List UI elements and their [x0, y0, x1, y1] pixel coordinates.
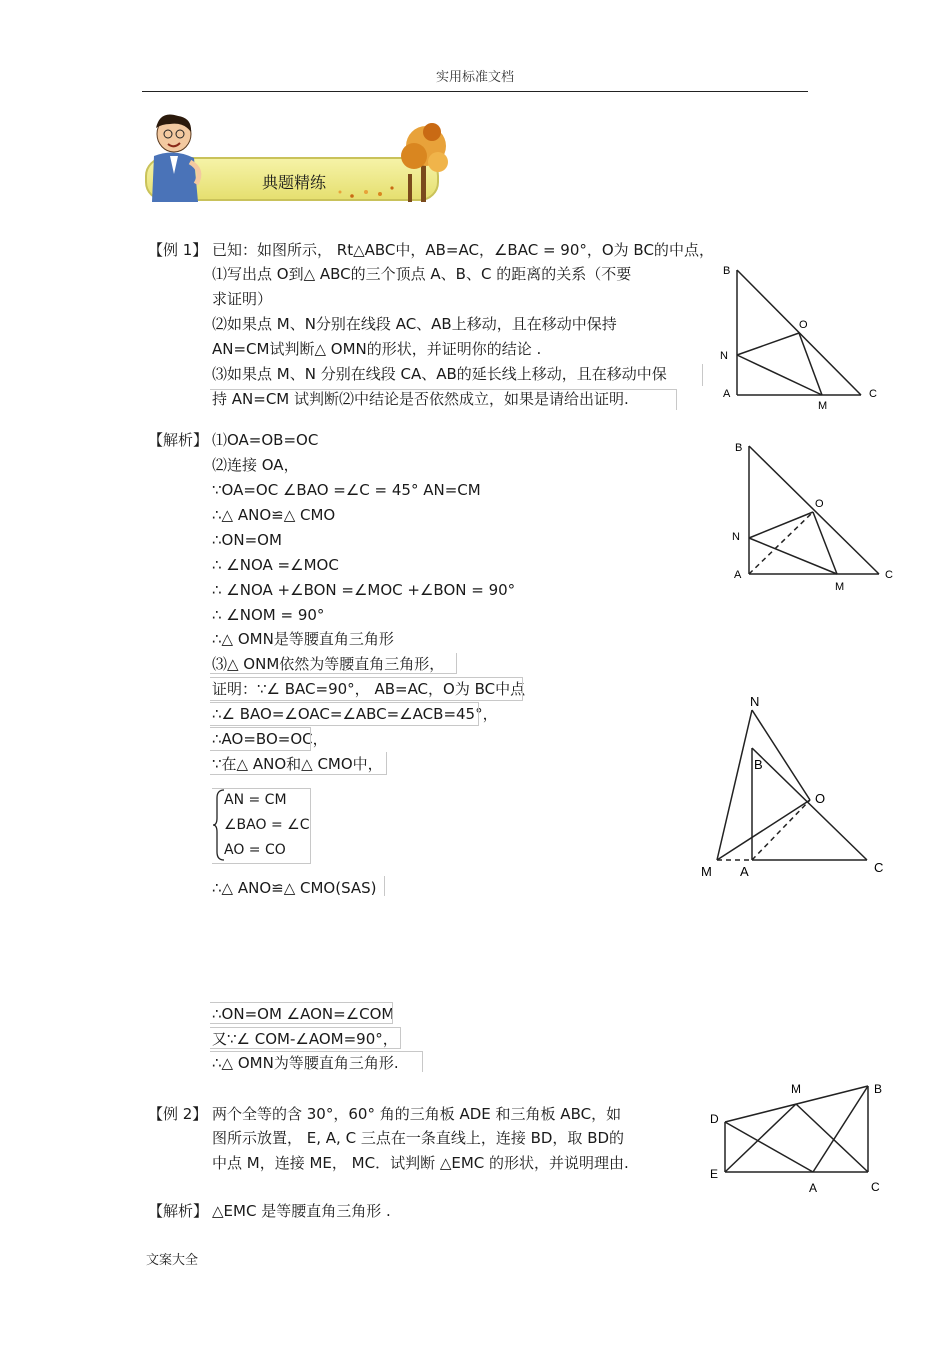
ex1-line-frame-2 — [210, 389, 677, 410]
sol1-line-4: ∴△ ANO≌△ CMO — [212, 506, 336, 524]
page-header: 实用标准文档 — [435, 70, 514, 85]
sol1-conclusion: ∴△ ANO≌△ CMO(SAS) — [212, 879, 377, 897]
example-2-tag: 【例 2】 — [148, 1105, 208, 1123]
fig2-label-a: A — [734, 569, 742, 581]
sol1-line-9: ∴△ OMN是等腰直角三角形 — [212, 630, 394, 648]
sol1-frame-e — [210, 752, 387, 775]
fig4-label-b: B — [874, 1082, 883, 1096]
page-footer: 文案大全 — [146, 1253, 199, 1268]
fig4-label-a: A — [809, 1181, 818, 1195]
fig1-label-b: B — [723, 265, 731, 277]
fig2-label-n: N — [732, 531, 740, 543]
fig3-label-m: M — [701, 864, 712, 879]
fig4-label-c: C — [871, 1180, 880, 1194]
ex1-line-5: AN=CM试判断△ OMN的形状，并证明你的结论 . — [212, 340, 542, 358]
fig1-label-o: O — [799, 319, 808, 331]
header-rule — [142, 91, 808, 92]
sol1-line-8: ∴ ∠NOM = 90° — [212, 606, 325, 624]
sol1-frame-g — [210, 1002, 393, 1024]
sol1-final-1: ∴ON=OM ∠AON=∠COM — [212, 1005, 395, 1023]
figure-4 — [700, 1078, 895, 1200]
sol1-line-6: ∴ ∠NOA =∠MOC — [212, 556, 339, 574]
ex1-line-1: 已知：如图所示， Rt△ABC中，AB=AC，∠BAC = 90°，O为 BC的中点， — [212, 241, 714, 259]
sol1-frame-f — [210, 876, 385, 896]
figure-2 — [725, 436, 900, 596]
banner-title: 典题精练 — [262, 175, 327, 192]
sol1-line-2: ⑵连接 OA， — [212, 456, 299, 474]
solution-1-tag: 【解析】 — [148, 431, 209, 449]
sol1-line-12: ∴∠ BAO=∠OAC=∠ABC=∠ACB=45°， — [212, 705, 498, 723]
sol1-line-13: ∴AO=BO=OC， — [212, 730, 328, 748]
fig2-label-b: B — [735, 442, 743, 454]
fig1-label-c: C — [869, 388, 877, 400]
sol1-frame-d — [210, 727, 311, 751]
sol1-frame-c — [210, 702, 479, 726]
sol1-frame-b — [210, 677, 526, 701]
fig2-label-c: C — [885, 569, 893, 581]
ex1-line-2: ⑴写出点 O到△ ABC的三个顶点 A、B、C 的距离的关系（不要 — [212, 265, 632, 283]
fig1-label-a: A — [723, 388, 731, 400]
fig4-label-m: M — [791, 1082, 801, 1096]
sol1-line-14: ∵在△ ANO和△ CMO中， — [212, 755, 383, 773]
ex2-line-3: 中点 M，连接 ME， MC．试判断 △EMC 的形状，并说明理由. — [212, 1154, 629, 1172]
sol1-line-11: 证明：∵∠ BAC=90°， AB=AC，O为 BC中点 — [212, 680, 526, 698]
ex2-line-2: 图所示放置， E, A, C 三点在一条直线上，连接 BD，取 BD的 — [212, 1129, 625, 1147]
sol1-frame-i — [210, 1051, 423, 1072]
fig1-label-m: M — [818, 400, 828, 412]
sol1-line-7: ∴ ∠NOA +∠BON =∠MOC +∠BON = 90° — [212, 581, 516, 599]
fig2-label-m: M — [835, 581, 845, 593]
ex1-line-6: ⑶如果点 M、N 分别在线段 CA、AB的延长线上移动，且在移动中保 — [212, 365, 667, 383]
sol1-line-1: ⑴OA=OB=OC — [212, 431, 319, 449]
sol1-line-3: ∵OA=OC ∠BAO =∠C = 45° AN=CM — [212, 481, 481, 499]
ex1-line-3: 求证明） — [212, 290, 273, 308]
sol1-frame-a — [210, 653, 457, 674]
fig1-label-n: N — [720, 350, 728, 362]
solution-2-tag: 【解析】 — [148, 1202, 209, 1220]
figure-1 — [715, 258, 885, 418]
sol1-frame-h — [210, 1027, 401, 1049]
fig3-label-a: A — [740, 864, 749, 879]
brace-line-3: AO = CO — [224, 842, 286, 858]
sol1-final-3: ∴△ OMN为等腰直角三角形. — [212, 1054, 399, 1072]
sol1-line-10: ⑶△ ONM依然为等腰直角三角形， — [212, 655, 445, 673]
fig3-label-o: O — [815, 791, 826, 806]
brace-line-1: AN = CM — [224, 792, 287, 808]
brace-line-2: ∠BAO = ∠C — [224, 817, 310, 833]
ex2-line-1: 两个全等的含 30°，60° 角的三角板 ADE 和三角板 ABC，如 — [212, 1105, 622, 1123]
ex1-line-4: ⑵如果点 M、N分别在线段 AC、AB上移动，且在移动中保持 — [212, 315, 617, 333]
fig3-label-b: B — [754, 757, 763, 772]
fig4-label-e: E — [710, 1167, 719, 1181]
sol1-line-5: ∴ON=OM — [212, 531, 282, 549]
banner — [140, 112, 455, 212]
person-icon — [152, 115, 199, 203]
example-1-tag: 【例 1】 — [148, 241, 208, 259]
ex1-line-7: 持 AN=CM 试判断⑵中结论是否依然成立，如果是请给出证明. — [212, 390, 629, 408]
sol1-final-2: 又∵∠ COM-∠AOM=90°， — [212, 1030, 398, 1048]
fig3-label-c: C — [874, 860, 884, 875]
ex1-line-frame — [210, 364, 703, 386]
fig2-label-o: O — [815, 498, 824, 510]
fig4-label-d: D — [710, 1112, 719, 1126]
figure-3 — [695, 690, 895, 885]
sol2-text: △EMC 是等腰直角三角形 . — [212, 1202, 391, 1220]
fig3-label-n: N — [750, 694, 760, 709]
